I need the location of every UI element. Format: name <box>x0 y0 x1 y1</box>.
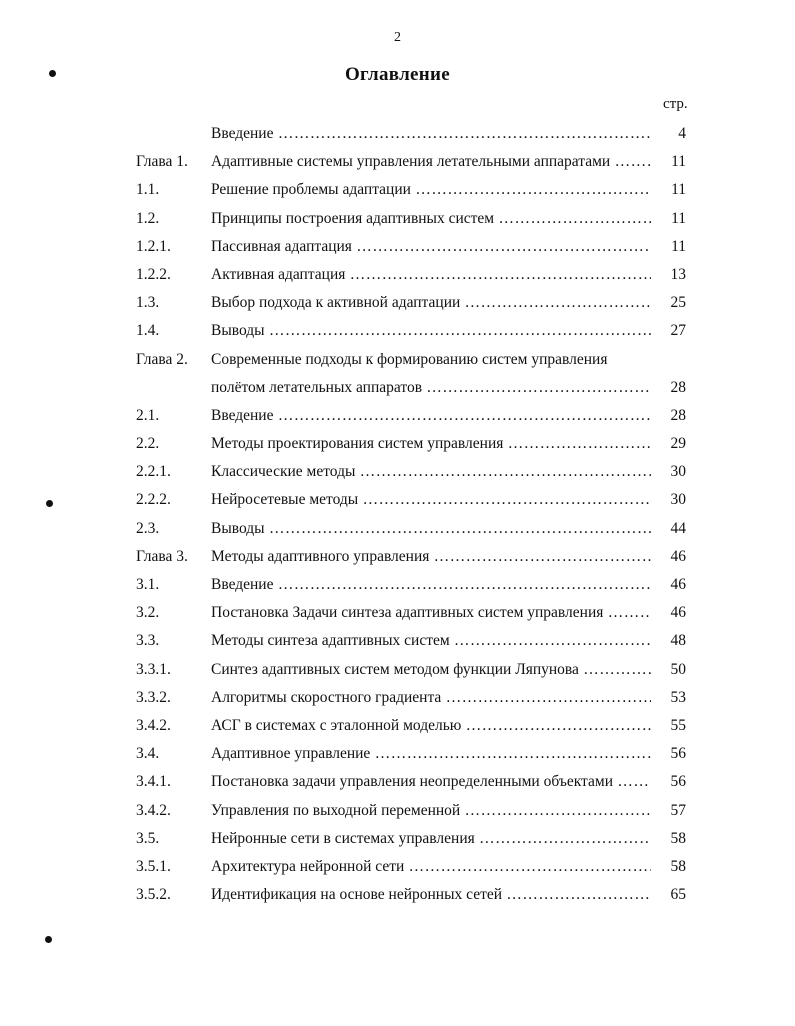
toc-entry-title-text: Синтез адаптивных систем методом функции Ляпунова ………………………………………………………………………………………………………………………………………… <box>211 661 651 678</box>
toc-entry-title <box>211 571 651 599</box>
toc-entry-title <box>211 317 651 345</box>
toc-entry <box>0 347 795 403</box>
toc-entry-title <box>211 289 651 317</box>
toc-entry-title <box>211 825 651 853</box>
toc-entry-page: 44 <box>670 519 686 537</box>
toc-entry-number: 1.1. <box>136 181 160 199</box>
toc-entry-title-text: Введение ………………………………………………………………………………………………………………………………………… <box>211 407 651 424</box>
binding-hole-mark <box>45 936 52 943</box>
toc-entry-title <box>211 205 651 233</box>
toc-entry-page: 55 <box>670 716 686 734</box>
toc-entry-title <box>211 148 651 176</box>
toc-entry <box>0 685 795 713</box>
toc-entry <box>0 431 795 459</box>
toc-entry <box>0 741 795 769</box>
toc-entry-title-text: Выбор подхода к активной адаптации ………………………………………………………………………………………………………………………………………… <box>211 294 651 311</box>
toc-entry-title-text: Нейросетевые методы ………………………………………………………………………………………………………………………………………… <box>211 491 651 508</box>
toc-entry-number: 2.1. <box>136 406 160 424</box>
toc-entry-title-text: Архитектура нейронной сети ………………………………………………………………………………………………………………………………………… <box>211 858 651 875</box>
toc-entry-number: 1.2.1. <box>136 237 171 255</box>
toc-entry-number: 3.1. <box>136 576 160 594</box>
toc-entry-page: 46 <box>670 576 686 594</box>
toc-entry-number: 1.2.2. <box>136 265 171 283</box>
toc-entry-number: 3.5.1. <box>136 857 171 875</box>
toc-entry-title <box>211 430 651 458</box>
toc-entry <box>0 516 795 544</box>
toc-entry-title-text: Выводы ………………………………………………………………………………………………………………………………………… <box>211 520 651 537</box>
toc-entry-title-text: Адаптивное управление ………………………………………………………………………………………………………………………………………… <box>211 745 651 762</box>
toc-entry-title <box>211 656 651 684</box>
toc-entry <box>0 544 795 572</box>
toc-entry <box>0 149 795 177</box>
toc-entry-title <box>211 176 651 204</box>
toc-entry <box>0 206 795 234</box>
toc-entry <box>0 234 795 262</box>
toc-entry-title <box>211 515 651 543</box>
toc-entry-page: 11 <box>671 181 686 199</box>
toc-entry-number: 3.4.2. <box>136 716 171 734</box>
binding-hole-mark <box>46 500 53 507</box>
toc-entry-page: 4 <box>678 125 686 142</box>
toc-entry-title <box>211 599 651 627</box>
toc-entry-title <box>211 627 651 655</box>
toc-entry-number: 3.5.2. <box>136 886 171 904</box>
toc-entry-title-text: Нейронные сети в системах управления ………………………………………………………………………………………………………………………………………… <box>211 830 651 847</box>
toc-entry <box>0 290 795 318</box>
toc-entry-page: 48 <box>670 632 686 650</box>
toc-entry-title-text: Методы синтеза адаптивных систем ………………………………………………………………………………………………………………………………………… <box>211 632 651 649</box>
toc-entry-title-text: Принципы построения адаптивных систем ………………………………………………………………………………………………………………………………………… <box>211 210 651 227</box>
toc-entry-page: 56 <box>670 773 686 791</box>
toc-entry <box>0 262 795 290</box>
toc-entry-title-text: Введение ………………………………………………………………………………………………………………………………………… <box>211 576 651 593</box>
toc-entry-title <box>211 233 651 261</box>
toc-entry-page: 28 <box>670 378 686 396</box>
toc-entry-title-text: Решение проблемы адаптации ………………………………………………………………………………………………………………………………………… <box>211 181 651 198</box>
toc-entry <box>0 882 795 910</box>
toc-entry-page: 53 <box>670 688 686 706</box>
toc-entry <box>0 713 795 741</box>
toc-entry-number: Глава 3. <box>136 547 188 565</box>
toc-entry-number: 2.2.2. <box>136 491 171 509</box>
page-column-header: стр. <box>663 96 688 112</box>
toc-entry-title-text: Адаптивные системы управления летательными аппаратами ………………………………………………………………………………………………………………………………………… <box>211 153 651 170</box>
toc-entry-title <box>211 712 651 740</box>
toc-entry-page: 11 <box>671 153 686 171</box>
toc-entry-title-text: Выводы ………………………………………………………………………………………………………………………………………… <box>211 322 651 339</box>
toc-entry-page: 13 <box>670 265 686 283</box>
toc-entry-page: 11 <box>671 237 686 255</box>
toc-entry-title-text: Методы проектирования систем управления ………………………………………………………………………………………………………………………………………… <box>211 435 651 452</box>
toc-entry <box>0 121 795 149</box>
table-of-contents <box>0 121 795 910</box>
toc-entry-title-text: Идентификация на основе нейронных сетей ………………………………………………………………………………………………………………………………………… <box>211 886 651 903</box>
toc-entry-page: 11 <box>671 209 686 227</box>
toc-entry-title-text: Постановка задачи управления неопределенными объектами ………………………………………………………………………………………………………………………………………… <box>211 773 651 790</box>
toc-entry-title <box>211 740 651 768</box>
toc-entry-title-text: Алгоритмы скоростного градиента ………………………………………………………………………………………………………………………………………… <box>211 689 651 706</box>
toc-entry <box>0 657 795 685</box>
toc-entry-number: Глава 2. <box>136 350 188 368</box>
toc-entry-title-text: Пассивная адаптация ………………………………………………………………………………………………………………………………………… <box>211 238 651 255</box>
toc-entry-title-text: Постановка Задачи синтеза адаптивных систем управления ………………………………………………………………………………………………………………………………………… <box>211 604 651 621</box>
toc-entry-title-text: Классические методы ………………………………………………………………………………………………………………………………………… <box>211 463 651 480</box>
toc-entry-page: 46 <box>670 604 686 622</box>
toc-entry-page: 65 <box>670 886 686 904</box>
toc-entry-title <box>211 881 651 909</box>
toc-entry-number: 3.4. <box>136 745 160 763</box>
toc-entry-page: 58 <box>670 857 686 875</box>
toc-entry <box>0 177 795 205</box>
toc-entry-number: Глава 1. <box>136 153 188 171</box>
toc-entry-page: 57 <box>670 801 686 819</box>
toc-entry <box>0 459 795 487</box>
toc-entry-title <box>211 797 651 825</box>
toc-entry-title-line2: полётом летательных аппаратов ………………………………………………………………………………………………………………………………………… <box>211 374 651 402</box>
toc-entry-title <box>211 458 651 486</box>
toc-entry-number: 1.3. <box>136 294 160 312</box>
toc-entry <box>0 798 795 826</box>
toc-entry-number: 1.4. <box>136 322 160 340</box>
toc-entry <box>0 628 795 656</box>
toc-entry-title-text: АСГ в системах с эталонной моделью ………………………………………………………………………………………………………………………………………… <box>211 717 651 734</box>
toc-entry-title-line1: Современные подходы к формированию систем управления <box>211 350 608 368</box>
toc-entry-title-text: Введение ………………………………………………………………………………………………………………………………………… <box>211 125 651 142</box>
toc-entry-title <box>211 402 651 430</box>
toc-entry <box>0 826 795 854</box>
toc-entry-number: 3.4.1. <box>136 773 171 791</box>
toc-entry-number: 2.2.1. <box>136 463 171 481</box>
page-number: 2 <box>394 30 401 45</box>
toc-entry-page: 30 <box>670 463 686 481</box>
toc-entry-page: 58 <box>670 829 686 847</box>
toc-entry <box>0 318 795 346</box>
toc-entry-number: 2.3. <box>136 519 160 537</box>
toc-entry-number: 3.5. <box>136 829 160 847</box>
toc-entry <box>0 487 795 515</box>
toc-entry-number: 3.3. <box>136 632 160 650</box>
toc-entry-title-text: Управления по выходной переменной ………………………………………………………………………………………………………………………………………… <box>211 802 651 819</box>
toc-entry-title-text: Методы адаптивного управления ………………………………………………………………………………………………………………………………………… <box>211 548 651 565</box>
toc-entry-page: 50 <box>670 660 686 678</box>
toc-entry <box>0 854 795 882</box>
toc-entry-number: 3.3.2. <box>136 688 171 706</box>
toc-entry-number: 2.2. <box>136 435 160 453</box>
toc-entry-page: 27 <box>670 322 686 340</box>
toc-entry-title <box>211 486 651 514</box>
toc-entry-title <box>211 853 651 881</box>
toc-entry-title <box>211 543 651 571</box>
toc-entry <box>0 769 795 797</box>
toc-entry-page: 25 <box>670 294 686 312</box>
toc-entry-title <box>211 120 651 148</box>
toc-entry-title <box>211 261 651 289</box>
toc-entry-number: 3.3.1. <box>136 660 171 678</box>
toc-entry-page: 56 <box>670 745 686 763</box>
binding-hole-mark <box>49 70 56 77</box>
toc-entry-number: 3.2. <box>136 604 160 622</box>
toc-entry-number: 3.4.2. <box>136 801 171 819</box>
toc-entry-page: 29 <box>670 435 686 453</box>
toc-entry-title <box>211 346 651 402</box>
toc-entry-number: 1.2. <box>136 209 160 227</box>
toc-entry-title <box>211 684 651 712</box>
toc-entry <box>0 600 795 628</box>
toc-entry-page: 28 <box>670 406 686 424</box>
toc-entry-title-text: Активная адаптация ………………………………………………………………………………………………………………………………………… <box>211 266 651 283</box>
toc-entry-page: 46 <box>670 547 686 565</box>
toc-entry-page: 30 <box>670 491 686 509</box>
toc-entry <box>0 403 795 431</box>
toc-entry-title <box>211 768 651 796</box>
toc-entry <box>0 572 795 600</box>
page-title: Оглавление <box>344 64 451 85</box>
